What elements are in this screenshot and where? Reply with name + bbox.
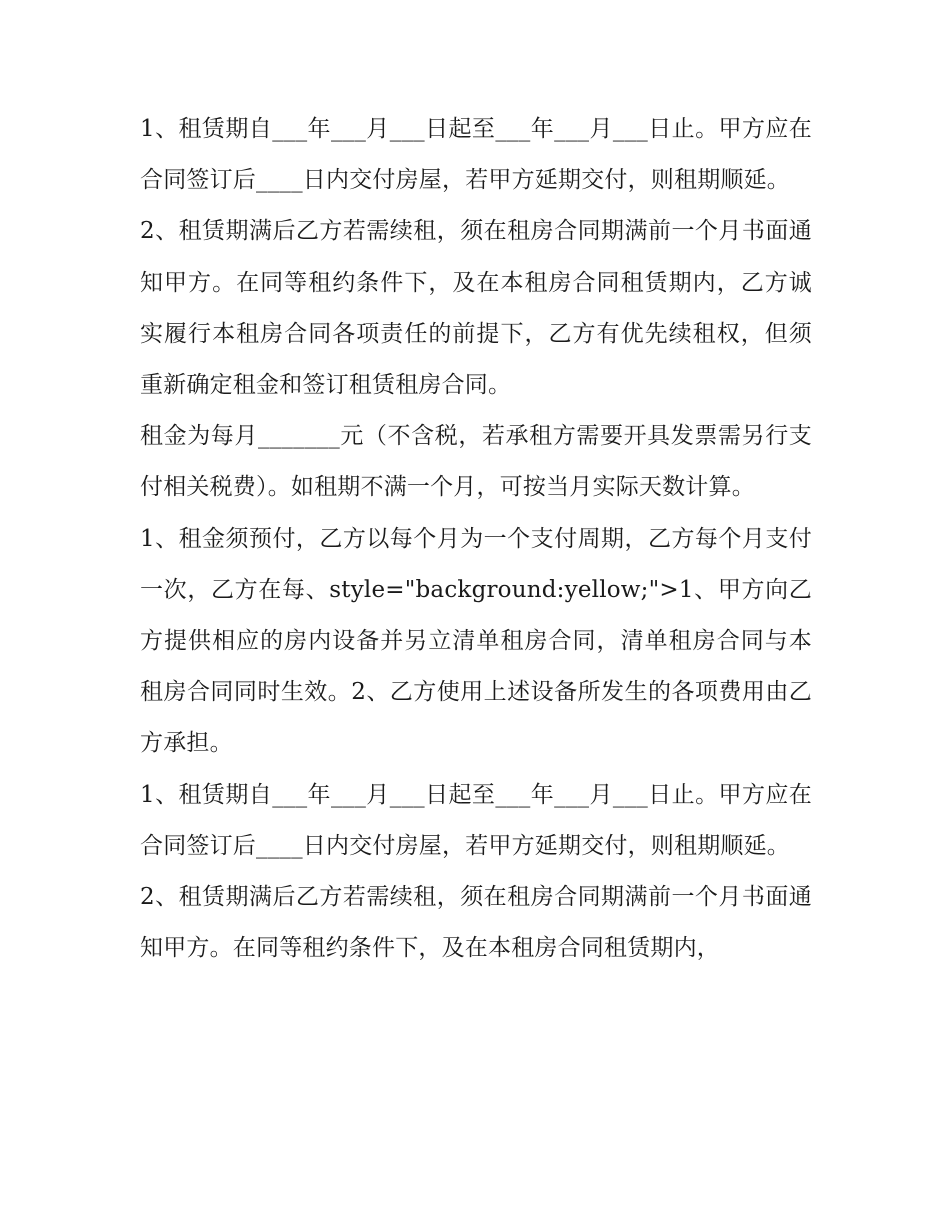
paragraph-rent-amount: 租金为每月_______元（不含税，若承租方需要开具发票需另行支付相关税费）。如租期不满一个月，可按当月实际天数计算。 (140, 423, 812, 501)
document-body (140, 104, 812, 974)
paragraph-payment-and-equipment: 1、租金须预付，乙方以每个月为一个支付周期，乙方每个月支付一次，乙方在每、style="background:yellow;">1、甲方向乙方提供相应的房内设备并另立清单租房合同，清单租房合同与本租房合同同时生效。2、乙方使用上述设备所发生的各项费用由乙方承担。 (140, 525, 812, 757)
paragraph-renewal-repeat: 2、租赁期满后乙方若需续租，须在租房合同期满前一个月书面通知甲方。在同等租约条件下，及在本租房合同租赁期内， (140, 884, 812, 962)
paragraph-lease-term-repeat: 1、租赁期自___年___月___日起至___年___月___日止。甲方应在合同签订后____日内交付房屋，若甲方延期交付，则租期顺延。 (140, 781, 812, 859)
paragraph-renewal: 2、租赁期满后乙方若需续租，须在租房合同期满前一个月书面通知甲方。在同等租约条件下，及在本租房合同租赁期内，乙方诚实履行本租房合同各项责任的前提下，乙方有优先续租权，但须重新确定租金和签订租赁租房合同。 (140, 218, 812, 399)
paragraph-lease-term: 1、租赁期自___年___月___日起至___年___月___日止。甲方应在合同签订后____日内交付房屋，若甲方延期交付，则租期顺延。 (140, 116, 812, 194)
